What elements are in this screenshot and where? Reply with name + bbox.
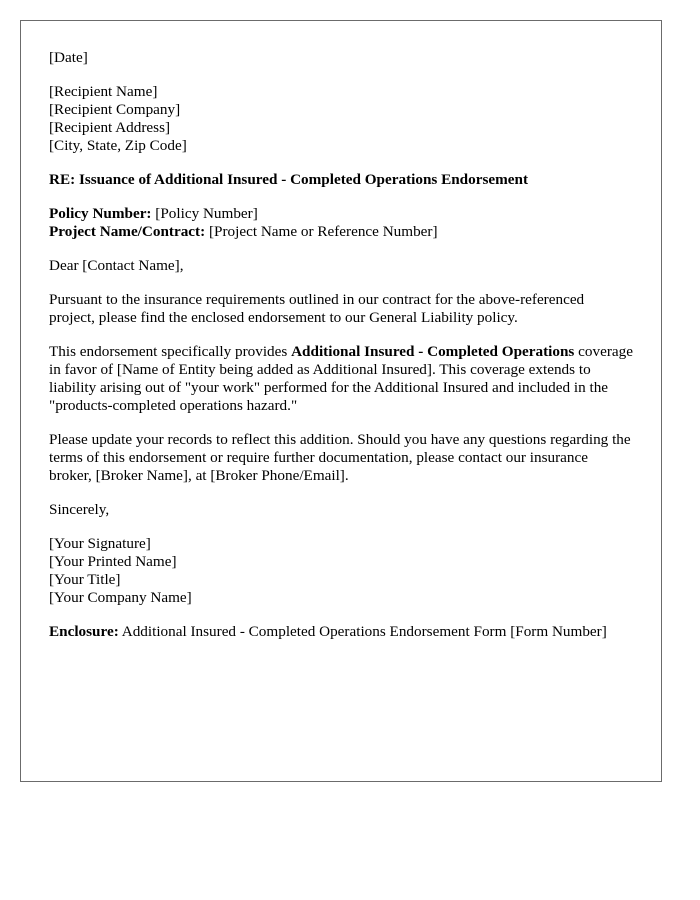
para2-intro: This endorsement specifically provides bbox=[49, 343, 292, 360]
project-value: [Project Name or Reference Number] bbox=[205, 223, 438, 240]
enclosure-label: Enclosure: bbox=[49, 623, 119, 640]
recipient-company: [Recipient Company] bbox=[49, 101, 181, 118]
salutation: Dear [Contact Name], bbox=[49, 257, 184, 274]
company-name-line: [Your Company Name] bbox=[49, 589, 192, 606]
recipient-name: [Recipient Name] bbox=[49, 83, 158, 100]
body-paragraph-3: Please update your records to reflect this addition. Should you have any questions regarding the terms of this endorsement or require further documentation, please contact our insurance broker, [Broker Name], at [Broker Phone/Email]. bbox=[49, 431, 631, 484]
body-paragraph-1: Pursuant to the insurance requirements outlined in our contract for the above-referenced project, please find the enclosed endorsement to our General Liability policy. bbox=[49, 291, 585, 326]
letter-page bbox=[20, 20, 662, 782]
project-line bbox=[49, 223, 633, 241]
project-label: Project Name/Contract: bbox=[49, 223, 206, 240]
date-line: [Date] bbox=[49, 49, 88, 66]
body-paragraph-2 bbox=[49, 343, 633, 415]
para2-rest: coverage in favor of [Name of Entity being added as Additional Insured]. This coverage extends to liability arising out of "your work" performed for the Additional Insured and included in the "products-completed operations hazard." bbox=[49, 343, 633, 414]
printed-name-line: [Your Printed Name] bbox=[49, 553, 177, 570]
policy-number-line bbox=[49, 205, 633, 223]
subject-text: RE: Issuance of Additional Insured - Completed Operations Endorsement bbox=[49, 171, 529, 188]
policy-number-label: Policy Number: bbox=[49, 205, 152, 222]
enclosure-line bbox=[49, 623, 633, 641]
recipient-address: [Recipient Address] bbox=[49, 119, 171, 136]
signature-line: [Your Signature] bbox=[49, 535, 151, 552]
para2-emphasis: Additional Insured - Completed Operations bbox=[291, 343, 575, 360]
signature-block bbox=[49, 535, 633, 607]
recipient-city-state-zip: [City, State, Zip Code] bbox=[49, 137, 187, 154]
title-line: [Your Title] bbox=[49, 571, 121, 588]
policy-number-value: [Policy Number] bbox=[151, 205, 258, 222]
subject-line bbox=[49, 171, 633, 189]
enclosure-value: Additional Insured - Completed Operations Endorsement Form [Form Number] bbox=[118, 623, 607, 640]
closing: Sincerely, bbox=[49, 501, 110, 518]
reference-block bbox=[49, 205, 633, 241]
recipient-block bbox=[49, 83, 633, 155]
